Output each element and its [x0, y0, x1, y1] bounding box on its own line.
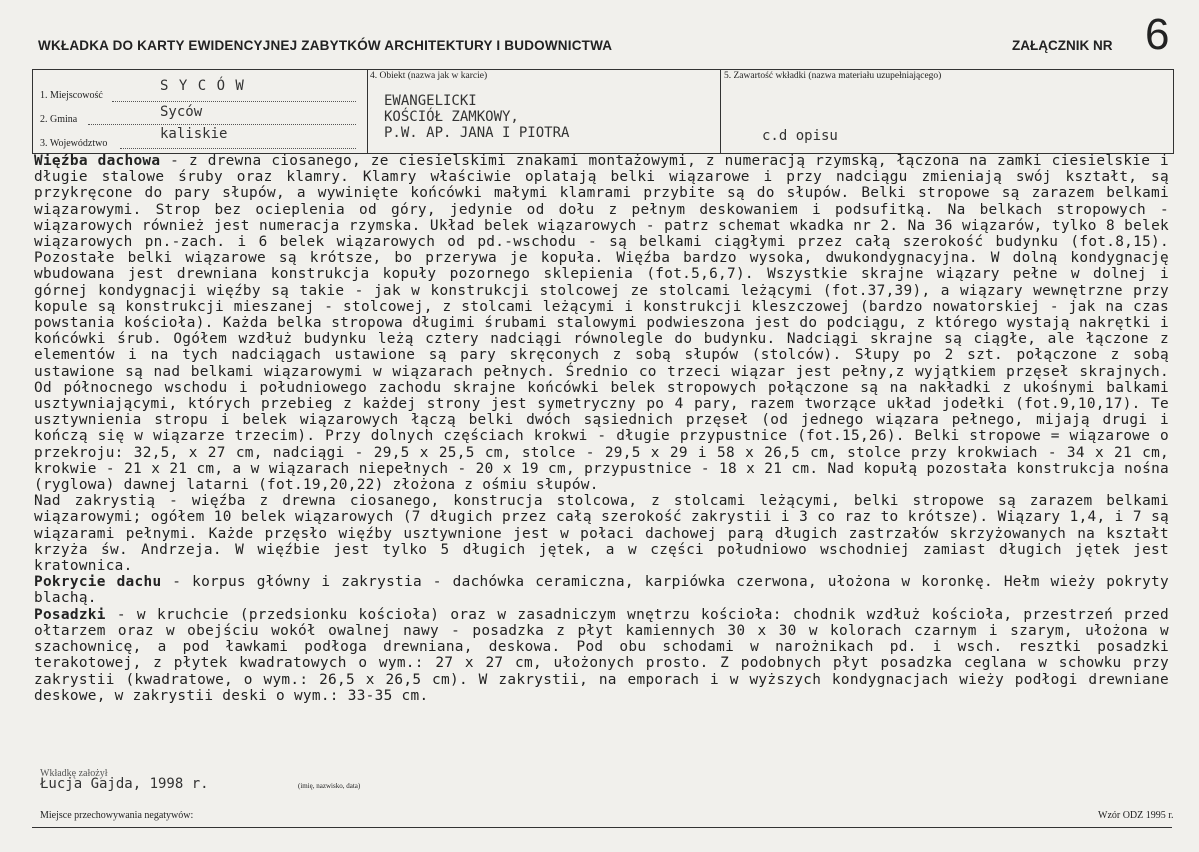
obiekt-value: EWANGELICKI KOŚCIÓŁ ZAMKOWY, P.W. AP. JANA I PIOTRA	[384, 93, 570, 141]
description-body	[34, 153, 1169, 704]
heading-floors: Posadzki	[34, 606, 106, 623]
zawartosc-value: c.d opisu	[762, 128, 838, 144]
obiekt-label: 4. Obiekt (nazwa jak w karcie)	[370, 71, 488, 81]
wojewodztwo-value: kaliskie	[160, 126, 228, 142]
author-value: Łucja Gajda, 1998 r.	[40, 776, 209, 792]
attachment-number: 6	[1145, 10, 1170, 59]
form-title: WKŁADKA DO KARTY EWIDENCYJNEJ ZABYTKÓW ARCHITEKTURY I BUDOWNICTWA	[38, 38, 613, 53]
wojewodztwo-dotline	[120, 148, 356, 149]
text-roof-structure: - z drewna ciosanego, ze ciesielskimi znakami montażowymi, z numeracją rzymską, łączona na zamki ciesielskie i długie stalowe śruby oraz klamry. Klamry właściwie oplatają belki wiązarowe i przy nadciągu zmieniają swój kształt, są przykręcone do pary słupów, a wywinięte końcówki małymi klamrami przybite są do słupów. Belki stropowe są zarazem belkami wiązarowymi. Strop bez ocieplenia od góry, jedynie od dołu z pełnym deskowaniem i podsufitką. Na belkach stropowych - wiązarowych również jest numeracja rzymska. Układ belek wiązarowych - patrz schemat wkadka nr 2. Na 36 wiązarów, tylko 8 belek wiązarowych pn.-zach. i 6 belek wiązarowych od pd.-wschodu - są belkami ciągłymi przez całą szerokość budynku (fot.8,15). Pozostałe belki wiązarowe są krótsze, bo przerywa je kopuła. Więźba bardzo wysoka, dwukondygnacyjna. W dolną kondygnację wbudowana jest drewniana konstrukcja kopuły pozornego sklepienia (fot.5,6,7). Wszystkie skrajne wiązary pełne w dolnej i górnej kondygnacji więźby są takie - jak w konstrukcji stolcowej ze stolcami leżącymi (fot.37,39), a wiązary wewnętrzne przy kopule są konstrukcji mieszanej - stolcowej, z stolcami leżącymi i konstrukcji kleszczowej (bardzo nowatorskiej - jak na czas powstania kościoła). Każda belka stropowa długimi śrubami stalowymi podwieszona jest do podciągu, z którego wystają nakrętki i końcówki śrub. Ogółem wzdłuż budynku leżą cztery nadciągi równolegle do budynku. Nadciągi skrajne są ciągłe, ale łączone z elementów i na tych nadciągach ustawione są pary skręconych z sobą słupów (stolców). Słupy po 2 szt. połączone z sobą ustawione są nad belkami wiązarowymi w wiązarach pełnych. Średnio co trzeci wiązar jest pełny,z wyjątkiem przęseł skrajnych. Od północnego wschodu i południowego zachodu skrajne końcówki belek stropowych połączone są na nakładki z ukośnymi balkami usztywniającymi, których przebieg z każdej strony jest symetryczny po 4 pary, razem tworzące układ jodełki (fot.9,10,17). Te usztywnienia stropu i belek wiązarowych łączą belki dwóch sąsiednich przęseł (od jednego wiązara pełnego, mijają drugi i kończą się w wiązarze trzecim). Przy dolnych częściach krokwi - długie przypustnice (fot.15,26). Belki stropowe = wiązarowe o przekroju: 32,5, x 27 cm, nadciągi - 29,5 x 25,5 cm, stolce - 29,5 x 29 i 58 x 26,5 cm, stolce przy krokwiach - 34 x 21 cm, krokwie - 21 x 21 cm, a w wiązarach niepełnych - 20 x 19 cm, przypustnice - 18 x 21 cm. Nad kopułą pozostała konstrukcja nośna (ryglowa) dawnej latarni (fot.19,20,22) złożona z ośmiu słupów.	[34, 153, 1169, 494]
gmina-label: 2. Gmina	[40, 114, 78, 125]
miejscowosc-label: 1. Miejscowość	[40, 90, 103, 101]
text-floors: - w kruchcie (przedsionku kościoła) oraz w zasadniczym wnętrzu kościoła: chodnik wzdłuż kościoła, przestrzeń przed ołtarzem oraz w obejściu wokół owalnej nawy - posadzka z płyt kamiennych 30 x 30 w kolorach czarnym i szarym, ułożona w szachownicę, a pod ławkami podłoga drewniana, deskowa. Pod obu schodami w narożnikach pd. i wsch. resztki posadzki terakotowej, z płytek kwadratowych o wym.: 27 x 27 cm, ułożonych prosto. Z podobnych płyt posadzka ceglana w schowku przy zakrystii (kwadratowe, o wym.: 26,5 x 26,5 cm). W zakrystii, na emporach i w wyższych kondygnacjach wieży podłogi drewniane deskowe, w zakrystii deski o wym.: 33-35 cm.	[34, 606, 1169, 704]
storage-label: Miejsce przechowywania negatywów:	[40, 810, 194, 821]
wojewodztwo-label: 3. Województwo	[40, 138, 108, 149]
paragraph-sacristy-roof	[34, 493, 1169, 574]
heading-roof-structure: Więźba dachowa	[34, 153, 161, 169]
form-version-label: Wzór ODZ 1995 r.	[1098, 810, 1174, 821]
miejscowosc-value: S Y C Ó W	[160, 78, 245, 94]
text-roof-covering: - korpus główny i zakrystia - dachówka ceramiczna, karpiówka czerwona, ułożona w koronkę. Hełm wieży pokryty blachą.	[34, 574, 1169, 607]
miejscowosc-dotline	[112, 101, 356, 102]
footer-rule	[32, 827, 1172, 828]
divider-1	[367, 70, 368, 153]
gmina-value: Syców	[160, 104, 203, 120]
divider-2	[720, 70, 721, 153]
author-sub-label: (imię, nazwisko, data)	[298, 782, 361, 790]
gmina-dotline	[88, 124, 356, 125]
heading-roof-covering: Pokrycie dachu	[34, 574, 162, 591]
paragraph-roof-structure	[34, 153, 1169, 493]
author-label: Wkładkę założył	[40, 768, 108, 779]
paragraph-roof-covering	[34, 574, 1169, 606]
paragraph-floors	[34, 607, 1169, 704]
attachment-label: ZAŁĄCZNIK NR	[1012, 38, 1113, 53]
text-sacristy-roof: Nad zakrystią - więźba z drewna ciosanego, konstrucja stolcowa, z stolcami leżącymi, belki stropowe są zarazem belkami wiązarowymi; ogółem 10 belek wiązarowych (7 długich przez całą szerokość zakrystii i 3 co raz to krótsze). Wiązary 1,4, i 7 są wiązarami pełnymi. Każde przęsło więźby usztywnione jest w połaci dachowej parą długich zastrzałów skrzyżowanych na kształt krzyża św. Andrzeja. W więźbie jest tylko 5 długich jętek, a w części południowo wschodniej zamiast długich jętek jest kratownica.	[34, 493, 1169, 575]
zawartosc-label: 5. Zawartość wkładki (nazwa materiału uzupełniającego)	[724, 71, 942, 81]
